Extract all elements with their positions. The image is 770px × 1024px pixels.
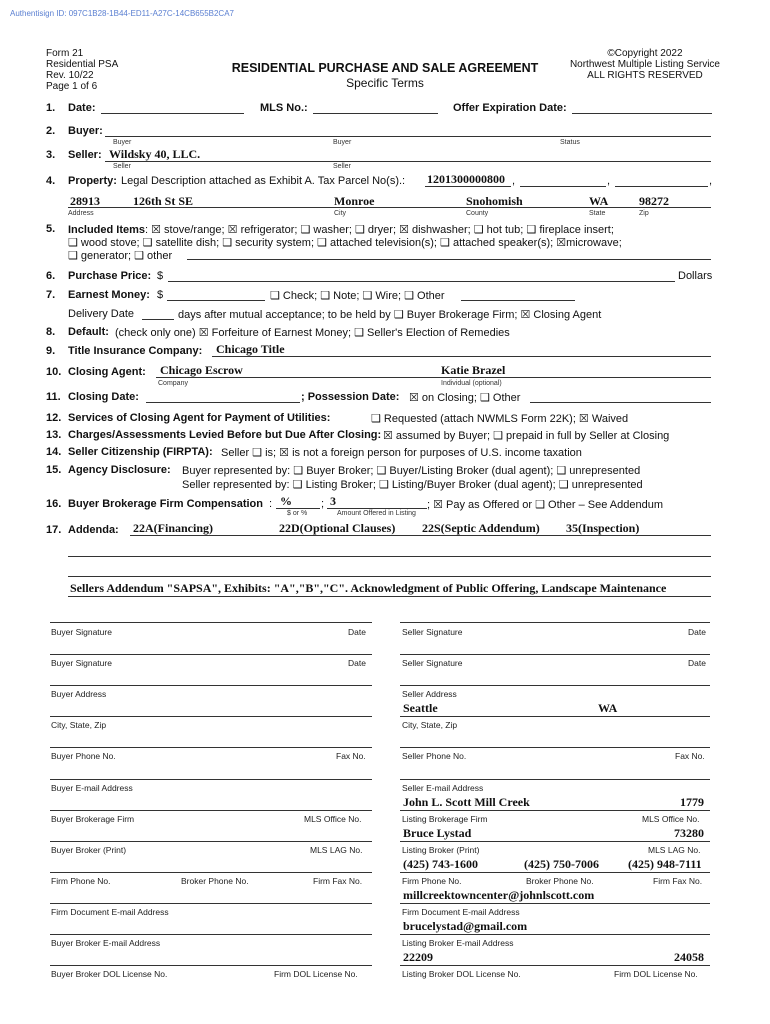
broker-dol-value: 22209: [403, 950, 433, 964]
parcel-field-3[interactable]: [615, 186, 708, 187]
seller-address-label: Seller Address: [402, 689, 457, 699]
amount-sublabel: Amount Offered in Listing: [337, 510, 416, 517]
mls-field[interactable]: [313, 113, 438, 114]
date-sublabel: Date: [688, 627, 706, 637]
separator: ,: [709, 175, 713, 187]
row-number: 8.: [46, 326, 56, 338]
listing-broker-email-line[interactable]: [400, 934, 710, 935]
row-number: 4.: [46, 175, 56, 187]
row-number: 3.: [46, 149, 56, 161]
row-number: 12.: [46, 412, 62, 424]
county-sublabel: County: [466, 210, 489, 217]
city-state-zip-label: City, State, Zip: [51, 720, 107, 730]
date-label: Date:: [68, 102, 96, 114]
row-number: 7.: [46, 289, 56, 301]
earnest-money-options[interactable]: ❑ Check; ❑ Note; ❑ Wire; ❑ Other: [270, 290, 445, 302]
earnest-other-field[interactable]: [461, 300, 575, 301]
seller-sublabel: Seller: [113, 163, 131, 170]
copyright-block: [570, 48, 720, 81]
seller-email-label: Seller E-mail Address: [402, 783, 484, 793]
mls-label: MLS No.:: [260, 102, 308, 114]
addendum-item: 35(Inspection): [566, 521, 640, 535]
seller-address-line[interactable]: [400, 685, 710, 686]
dollar-sign: $: [157, 270, 164, 282]
buyer-broker-email-line[interactable]: [50, 934, 372, 935]
possession-other-field[interactable]: [530, 402, 711, 403]
mls-office-label: MLS Office No.: [642, 814, 700, 824]
firm-dol-label: Firm DOL License No.: [274, 969, 358, 979]
company-sublabel: Company: [158, 380, 188, 387]
broker-phone-label: Broker Phone No.: [181, 876, 249, 886]
property-label: Property:: [68, 175, 117, 187]
copyright: ©Copyright 2022: [607, 48, 683, 59]
addendum-item: 22S(Septic Addendum): [422, 521, 540, 535]
listing-mls-lag-value: 73280: [674, 826, 704, 840]
mls-lag-label: MLS LAG No.: [310, 845, 363, 855]
purchase-price-field[interactable]: [168, 281, 675, 282]
buyer-broker-email-label: Buyer Broker E-mail Address: [51, 938, 161, 948]
state-sublabel: State: [589, 210, 606, 217]
authentisign-id: Authentisign ID: 097C1B28-1B44-ED11-A27C-14CB655B2CA7: [10, 9, 234, 18]
title-company-label: Title Insurance Company:: [68, 345, 203, 357]
closing-agent-label: Closing Agent:: [68, 366, 146, 378]
row-number: 17.: [46, 524, 62, 536]
possession-options[interactable]: ☒ on Closing; ❑ Other: [409, 392, 521, 404]
buyer-phone-label: Buyer Phone No.: [51, 751, 116, 761]
buyer-phone-line[interactable]: [50, 747, 372, 748]
page-title: RESIDENTIAL PURCHASE AND SALE AGREEMENT: [231, 61, 539, 75]
buyer-firm-email-line[interactable]: [50, 903, 372, 904]
row-number: 9.: [46, 345, 56, 357]
seller-field[interactable]: [105, 161, 711, 162]
offer-expiration-field[interactable]: [572, 113, 712, 114]
listing-broker-print-label: Listing Broker (Print): [402, 845, 480, 855]
firm-phone-value: (425) 743-1600: [403, 857, 478, 871]
other-items-field[interactable]: [187, 259, 711, 260]
buyer-signature-label: Buyer Signature: [51, 658, 112, 668]
row-number: 14.: [46, 446, 62, 458]
listing-broker-line[interactable]: [400, 841, 710, 842]
listing-broker-value: Bruce Lystad: [403, 826, 472, 840]
purchase-price-label: Purchase Price:: [68, 270, 152, 282]
page-subtitle: Specific Terms: [346, 76, 424, 90]
firm-document-email-label: Firm Document E-mail Address: [402, 907, 520, 917]
closing-date-label: Closing Date:: [68, 391, 139, 403]
address-sublabel: Address: [68, 210, 94, 217]
row-number: 13.: [46, 429, 62, 441]
date-sublabel: Date: [348, 658, 366, 668]
included-items-label: Included Items: [68, 224, 146, 236]
earnest-money-label: Earnest Money:: [68, 289, 150, 301]
addenda-field-4[interactable]: [68, 596, 711, 597]
buyer-broker-print-label: Buyer Broker (Print): [51, 845, 127, 855]
listing-dol-line[interactable]: [400, 965, 710, 966]
buyer-signature-line-1[interactable]: [50, 622, 372, 623]
listing-firm-email-line[interactable]: [400, 903, 710, 904]
addenda-field-2[interactable]: [68, 556, 711, 557]
date-field[interactable]: [101, 113, 244, 114]
addenda-label: Addenda:: [68, 524, 119, 536]
property-text: Legal Description attached as Exhibit A. Tax Parcel No(s).:: [121, 175, 406, 187]
seller-phone-label: Seller Phone No.: [402, 751, 467, 761]
row-number: 10.: [46, 366, 62, 378]
included-items-line-2[interactable]: ❑ wood stove; ❑ satellite dish; ❑ security system; ❑ attached television(s); ❑ attached speaker(s); ☒microwave;: [68, 237, 622, 249]
separator: ;: [321, 498, 325, 510]
seller-signature-label: Seller Signature: [402, 658, 463, 668]
organization: Northwest Multiple Listing Service: [569, 59, 720, 70]
individual-sublabel: Individual (optional): [441, 380, 502, 387]
form-type: Residential PSA: [46, 59, 119, 70]
firm-document-email-label: Firm Document E-mail Address: [51, 907, 169, 917]
county-value: Snohomish: [466, 194, 523, 208]
row-number: 5.: [46, 223, 56, 235]
listing-mls-office-value: 1779: [680, 795, 704, 809]
row-number: 2.: [46, 125, 56, 137]
date-sublabel: Date: [348, 627, 366, 637]
seller-sublabel: Seller: [333, 163, 351, 170]
seller-city-value: Seattle: [403, 701, 438, 715]
fax-label: Fax No.: [336, 751, 366, 761]
title-company-value: Chicago Title: [216, 342, 285, 356]
listing-firm-phone-line[interactable]: [400, 872, 710, 873]
earnest-money-field[interactable]: [167, 300, 265, 301]
buyer-address-label: Buyer Address: [51, 689, 107, 699]
seller-value: Wildsky 40, LLC.: [109, 147, 201, 161]
services-label: Services of Closing Agent for Payment of Utilities:: [68, 412, 331, 424]
buyer-sublabel: Buyer: [333, 139, 352, 146]
status-sublabel: Status: [560, 139, 580, 146]
street-value: 126th St SE: [133, 194, 194, 208]
included-items-line-1: [68, 223, 614, 236]
buyer-label: Buyer:: [68, 125, 103, 137]
parcel-value: 1201300000800: [427, 172, 505, 186]
buyer-field[interactable]: [105, 136, 711, 137]
seller-signature-line-1[interactable]: [400, 622, 710, 623]
seller-label: Seller:: [68, 149, 102, 161]
closing-date-field[interactable]: [146, 402, 300, 403]
citizenship-options[interactable]: Seller ❑ is; ☒ is not a foreign person for purposes of U.S. income taxation: [221, 447, 582, 459]
buyer-signature-line-2[interactable]: [50, 654, 372, 655]
rights: ALL RIGHTS RESERVED: [587, 70, 703, 81]
buyer-email-line[interactable]: [50, 779, 372, 780]
dollars-label: Dollars: [678, 270, 713, 282]
firm-fax-label: Firm Fax No.: [313, 876, 363, 886]
broker-phone-label: Broker Phone No.: [526, 876, 594, 886]
city-sublabel: City: [334, 210, 347, 217]
dollar-sign: $: [157, 289, 164, 301]
compensation-label: Buyer Brokerage Firm Compensation: [68, 498, 263, 510]
charges-label: Charges/Assessments Levied Before but Due After Closing:: [68, 429, 382, 441]
agency-buyer-options[interactable]: Buyer represented by: ❑ Buyer Broker; ❑ Buyer/Listing Broker (dual agent); ❑ unrepresented: [182, 465, 641, 477]
buyer-firm-line[interactable]: [50, 810, 372, 811]
form-number: Form 21: [46, 48, 84, 59]
mls-lag-label: MLS LAG No.: [648, 845, 701, 855]
buyer-email-label: Buyer E-mail Address: [51, 783, 133, 793]
address-field[interactable]: [68, 207, 711, 208]
closing-individual-value: Katie Brazel: [441, 363, 506, 377]
separator: ,: [607, 175, 611, 187]
delivery-days-field[interactable]: [142, 319, 174, 320]
broker-email-value: brucelystad@gmail.com: [403, 919, 528, 933]
row-number: 6.: [46, 270, 56, 282]
street-number-value: 28913: [70, 194, 100, 208]
buyer-sublabel: Buyer: [113, 139, 132, 146]
listing-firm-label: Listing Brokerage Firm: [402, 814, 488, 824]
agency-seller-options[interactable]: Seller represented by: ❑ Listing Broker; ❑ Listing/Buyer Broker (dual agent); ❑ unrepresented: [182, 479, 643, 491]
mls-office-label: MLS Office No.: [304, 814, 362, 824]
delivery-text[interactable]: days after mutual acceptance; to be held by ❑ Buyer Brokerage Firm; ☒ Closing Agent: [178, 309, 602, 321]
firm-phone-label: Firm Phone No.: [51, 876, 111, 886]
seller-city-line[interactable]: [400, 716, 710, 717]
buyer-firm-phone-line[interactable]: [50, 872, 372, 873]
included-items-line-3[interactable]: ❑ generator; ❑ other: [68, 250, 173, 262]
row-number: 1.: [46, 102, 56, 114]
listing-firm-line[interactable]: [400, 810, 710, 811]
compensation-amount-value: 3: [330, 494, 336, 508]
zip-sublabel: Zip: [639, 210, 649, 217]
buyer-broker-dol-label: Buyer Broker DOL License No.: [51, 969, 168, 979]
city-value: Monroe: [334, 194, 375, 208]
addenda-line-3-value: Sellers Addendum "SAPSA", Exhibits: "A","B","C". Acknowledgment of Public Offering, Landscape Maintenance: [70, 581, 667, 595]
charges-options[interactable]: ☒ assumed by Buyer; ❑ prepaid in full by Seller at Closing: [383, 430, 670, 442]
form-revision: Rev. 10/22: [46, 70, 94, 81]
closing-agent-field[interactable]: [156, 377, 711, 378]
buyer-signature-label: Buyer Signature: [51, 627, 112, 637]
seller-signature-line-2[interactable]: [400, 654, 710, 655]
addendum-item: 22D(Optional Clauses): [279, 521, 396, 535]
agency-label: Agency Disclosure:: [68, 464, 171, 476]
included-items-options-1[interactable]: : ☒ stove/range; ☒ refrigerator; ❑ washer; ❑ dryer; ☒ dishwasher; ❑ hot tub; ❑ fireplace insert;: [145, 224, 614, 236]
firm-dol-value: 24058: [674, 950, 704, 964]
addenda-field-3[interactable]: [68, 576, 711, 577]
seller-email-line[interactable]: [400, 779, 710, 780]
buyer-broker-line[interactable]: [50, 841, 372, 842]
parcel-field-1[interactable]: [425, 186, 511, 187]
closing-company-value: Chicago Escrow: [160, 363, 243, 377]
delivery-date-label: Delivery Date: [68, 308, 135, 320]
broker-phone-value: (425) 750-7006: [524, 857, 599, 871]
firm-fax-label: Firm Fax No.: [653, 876, 703, 886]
fax-label: Fax No.: [675, 751, 705, 761]
default-options[interactable]: (check only one) ☒ Forfeiture of Earnest Money; ❑ Seller's Election of Remedies: [115, 327, 510, 339]
row-number: 16.: [46, 498, 62, 510]
date-sublabel: Date: [688, 658, 706, 668]
buyer-address-line[interactable]: [50, 685, 372, 686]
seller-phone-line[interactable]: [400, 747, 710, 748]
separator: :: [269, 498, 273, 510]
possession-date-label: ; Possession Date:: [301, 391, 400, 403]
title-company-field[interactable]: [212, 356, 711, 357]
row-number: 11.: [46, 391, 61, 403]
buyer-city-line[interactable]: [50, 716, 372, 717]
state-value: WA: [589, 194, 609, 208]
pct-sublabel: $ or %: [287, 510, 308, 517]
firm-dol-label: Firm DOL License No.: [614, 969, 698, 979]
default-label: Default:: [68, 326, 109, 338]
separator: ,: [512, 175, 516, 187]
compensation-options[interactable]: ; ☒ Pay as Offered or ❑ Other – See Addendum: [427, 499, 663, 511]
row-number: 15.: [46, 464, 62, 476]
firm-fax-value: (425) 948-7111: [628, 857, 702, 871]
compensation-pct-field[interactable]: [276, 508, 320, 509]
city-state-zip-label: City, State, Zip: [402, 720, 458, 730]
services-options[interactable]: ❑ Requested (attach NWMLS Form 22K); ☒ Waived: [371, 413, 629, 425]
buyer-firm-label: Buyer Brokerage Firm: [51, 814, 135, 824]
compensation-pct-value: %: [280, 494, 292, 508]
page-number: Page 1 of 6: [46, 81, 98, 92]
citizenship-label: Seller Citizenship (FIRPTA):: [68, 446, 213, 458]
zip-value: 98272: [639, 194, 669, 208]
seller-signature-label: Seller Signature: [402, 627, 463, 637]
offer-expiration-label: Offer Expiration Date:: [453, 102, 567, 114]
listing-broker-email-label: Listing Broker E-mail Address: [402, 938, 514, 948]
listing-broker-dol-label: Listing Broker DOL License No.: [402, 969, 521, 979]
addendum-item: 22A(Financing): [133, 521, 214, 535]
seller-state-value: WA: [598, 701, 618, 715]
parcel-field-2[interactable]: [520, 186, 606, 187]
compensation-amount-field[interactable]: [327, 508, 427, 509]
addenda-field-1[interactable]: [130, 535, 711, 536]
buyer-dol-line[interactable]: [50, 965, 372, 966]
firm-email-value: millcreektowncenter@johnlscott.com: [403, 888, 595, 902]
listing-firm-value: John L. Scott Mill Creek: [403, 795, 530, 809]
firm-phone-label: Firm Phone No.: [402, 876, 462, 886]
